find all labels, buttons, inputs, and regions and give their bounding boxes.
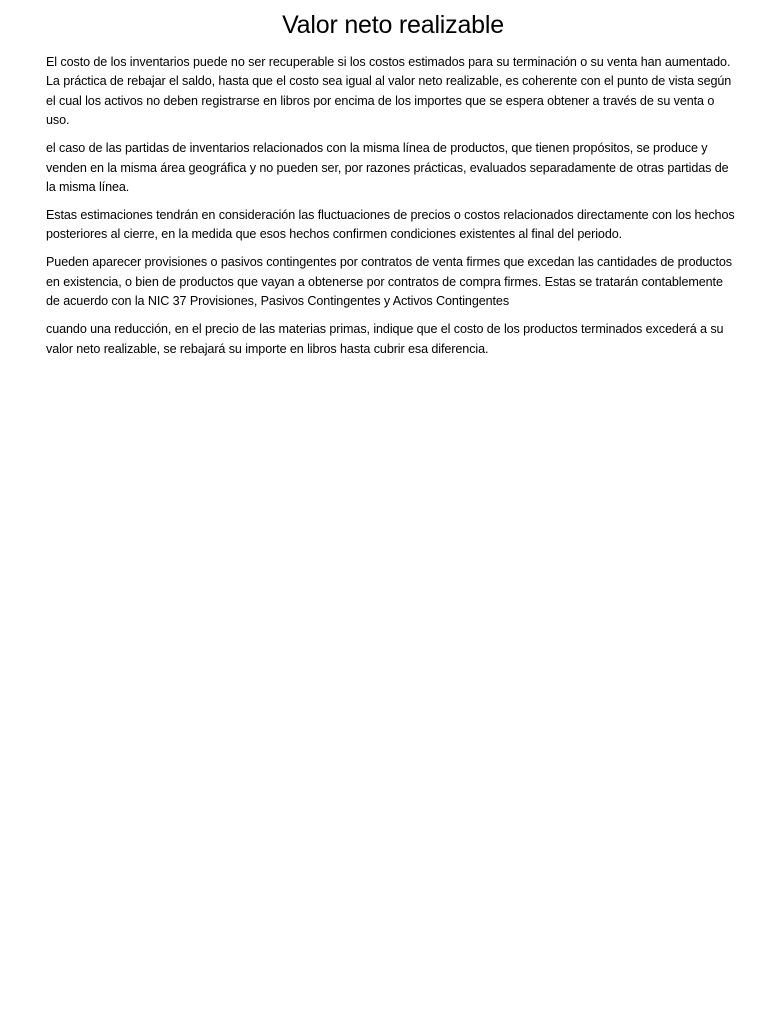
paragraph-inventory-cost: El costo de los inventarios puede no ser recuperable si los costos estimados para su terminación o su venta han aumentado. La práctica de rebajar el saldo, hasta que el costo sea igual al valor neto realizable, es coherente con el punto de vista según el cual los activos no deben registrarse en libros por encima de los importes que se espera obtener a través de su venta o uso. — [46, 55, 732, 128]
paragraph-provisions: Pueden aparecer provisiones o pasivos contingentes por contratos de venta firmes que excedan las cantidades de productos en existencia, o bien de productos que vayan a obtenerse por contratos de compra firmes. Estas se tratarán contablemente de acuerdo con la NIC 37 Provisiones, Pasivos Contingentes y Activos Contingentes — [46, 255, 732, 309]
paragraph-estimates: Estas estimaciones tendrán en consideración las fluctuaciones de precios o costos relacionados directamente con los hechos posteriores al cierre, en la medida que esos hechos confirmen condiciones existentes al final del periodo. — [46, 208, 735, 242]
paragraph-raw-materials: cuando una reducción, en el precio de las materias primas, indique que el costo de los productos terminados excederá a su valor neto realizable, se rebajará su importe en libros hasta cubrir esa diferencia. — [46, 322, 724, 356]
paragraph-product-line-items: el caso de las partidas de inventarios relacionados con la misma línea de productos, que tienen propósitos, se produce y venden en la misma área geográfica y no pueden ser, por razones prácticas, evaluados separadamente de otras partidas de la misma línea. — [46, 141, 729, 195]
document-body — [46, 53, 738, 368]
document-title: Valor neto realizable — [282, 11, 504, 39]
